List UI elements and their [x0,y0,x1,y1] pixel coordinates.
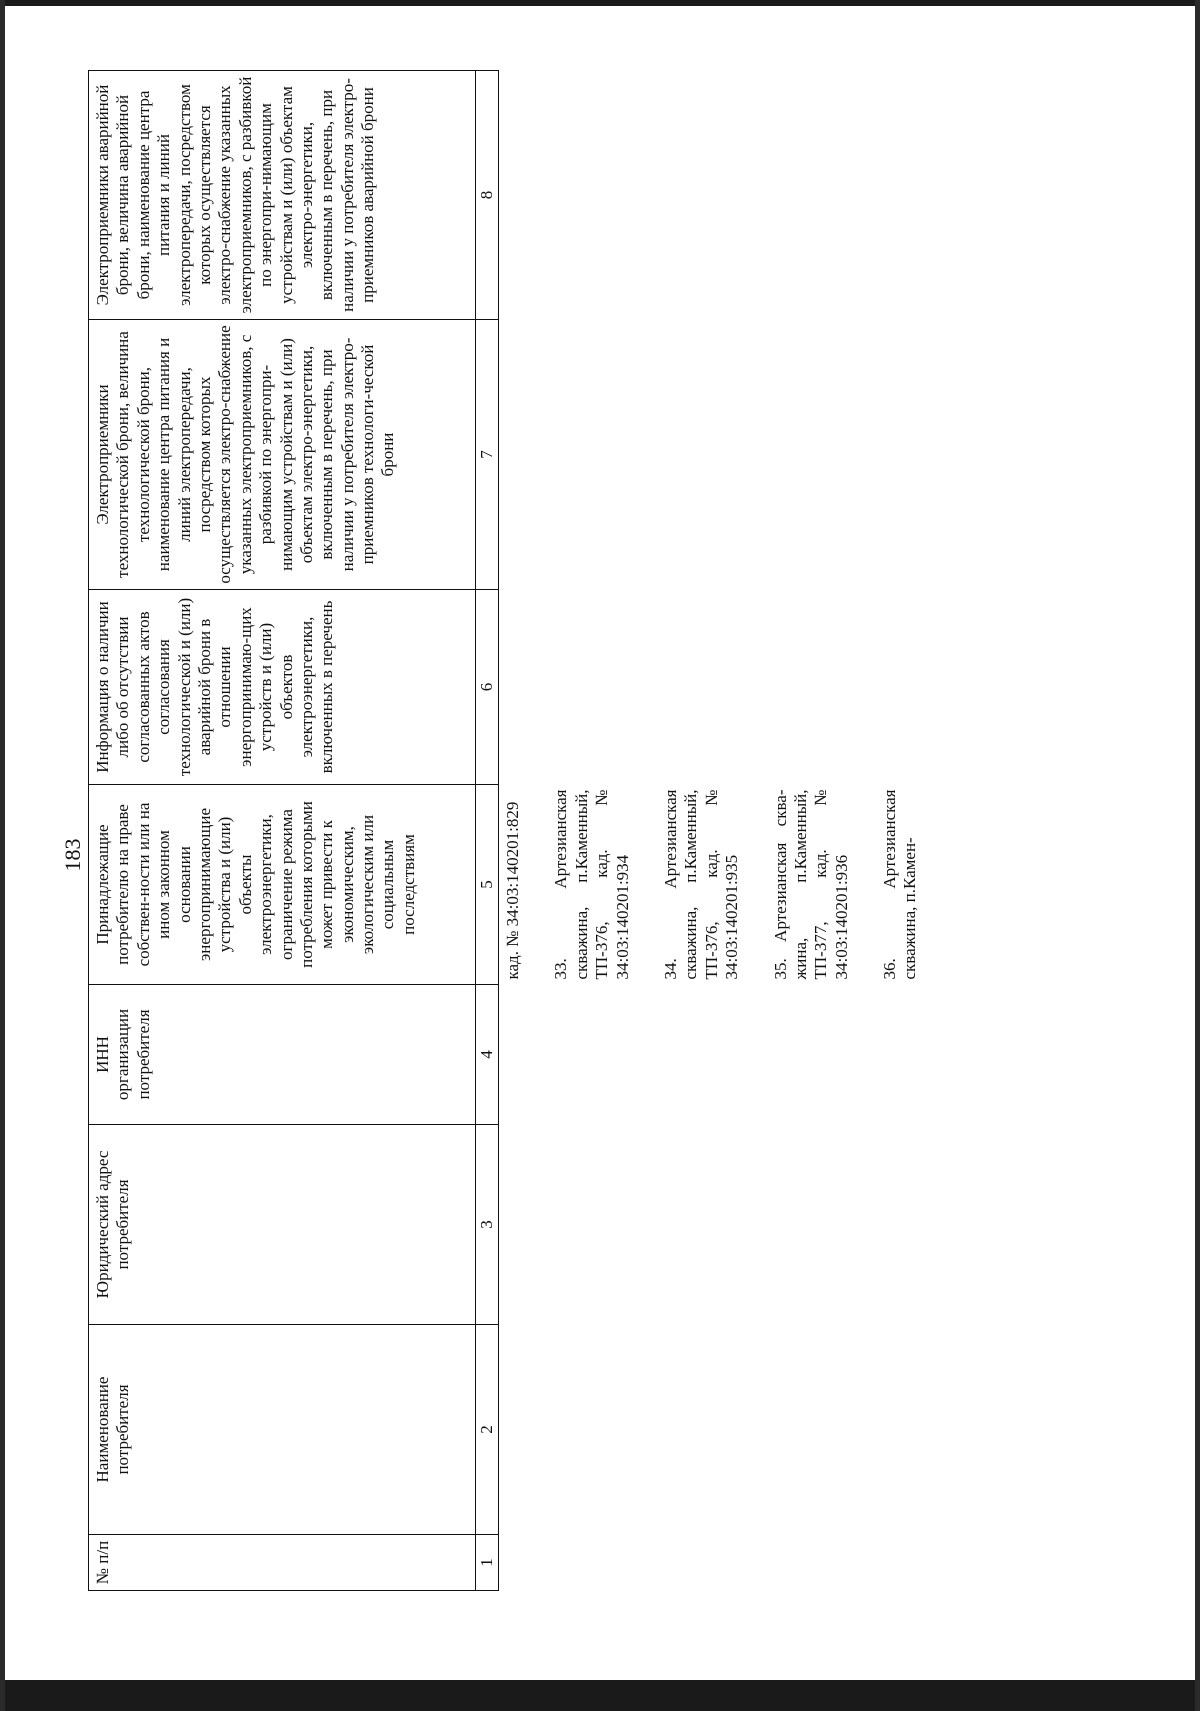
entry-text: 33. Артезианская скважина, п.Каменный, ТП-376, кад. № 34:03:140201:934 [551,789,632,980]
column-number-6: 6 [476,590,499,785]
header-cell-8: Электроприемники аварийной брони, величина аварийной брони, наименование центра питания и линий электропередачи, посредством которых осуществляется электро-снабжение указанных электроприемников, с разбивкой по энергопри-нимающим устройствам и (или) объектам электро-энергетики, включенным в перечень, при наличии у потребителя электро-приемников аварийной брони [89,71,476,320]
entries-list [503,790,921,980]
body-cell-6 [499,590,953,785]
list-item [551,790,633,980]
body-cell-8 [499,71,953,320]
column-number-4: 4 [476,985,499,1125]
header-row [89,71,476,1591]
column-number-8: 8 [476,71,499,320]
header-cell-3: Юридический адрес потребителя [89,1125,476,1325]
list-item [503,790,523,980]
entry-text: 34. Артезианская скважина, п.Каменный, ТП-376, кад. № 34:03:140201:935 [660,789,742,980]
list-item [661,790,743,980]
header-cell-1: № п/п [89,1535,476,1591]
column-number-1: 1 [476,1535,499,1591]
header-cell-6: Информация о наличии либо об отсутствии согласованных актов согласования технологической и (или) аварийной брони в отношении энергопринимаю-щих устройств и (или) объектов электроэнергетики, включенных в перечень [89,590,476,785]
header-cell-7: Электроприемники технологической брони, величина технологической брони, наименование центра питания и линий электропередачи, посредством которых осуществляется электро-снабжение указанных электроприемников, с разбивкой по энергопри-нимающим устройствам и (или) объектам электро-энергетики, включенным в перечень, при наличии у потребителя электро-приемников технологи-ческой брони [89,320,476,590]
header-cell-2: Наименование потребителя [89,1325,476,1535]
body-row [499,71,953,1591]
entry-text: 35. Артезианская сква-жина, п.Каменный, ТП-377, кад. № 34:03:140201:936 [770,789,851,980]
consumer-table [88,70,953,1591]
entry-text: кад. № 34:03:140201:829 [503,801,522,980]
body-cell-4 [499,985,953,1125]
page-number: 183 [60,838,85,872]
column-number-5: 5 [476,785,499,985]
body-cell-2 [499,1325,953,1535]
column-number-7: 7 [476,320,499,590]
list-item [771,790,853,980]
body-cell-1 [499,1535,953,1591]
list-item [880,790,921,980]
header-cell-5: Принадлежащие потребителю на праве собствен-ности или на ином законном основании энергопринимающие устройства и (или) объекты электроэнергетики, ограничение режима потребления которыми может привести к экономическим, экологическим или социальным последствиям [89,785,476,985]
body-cell-7 [499,320,953,590]
column-number-row [476,71,499,1591]
column-number-3: 3 [476,1125,499,1325]
entry-text: 36. Артезианская скважина, п.Камен- [880,789,920,980]
column-number-2: 2 [476,1325,499,1535]
body-cell-3 [499,1125,953,1325]
header-cell-4: ИНН организации потребителя [89,985,476,1125]
body-cell-5 [499,785,953,985]
